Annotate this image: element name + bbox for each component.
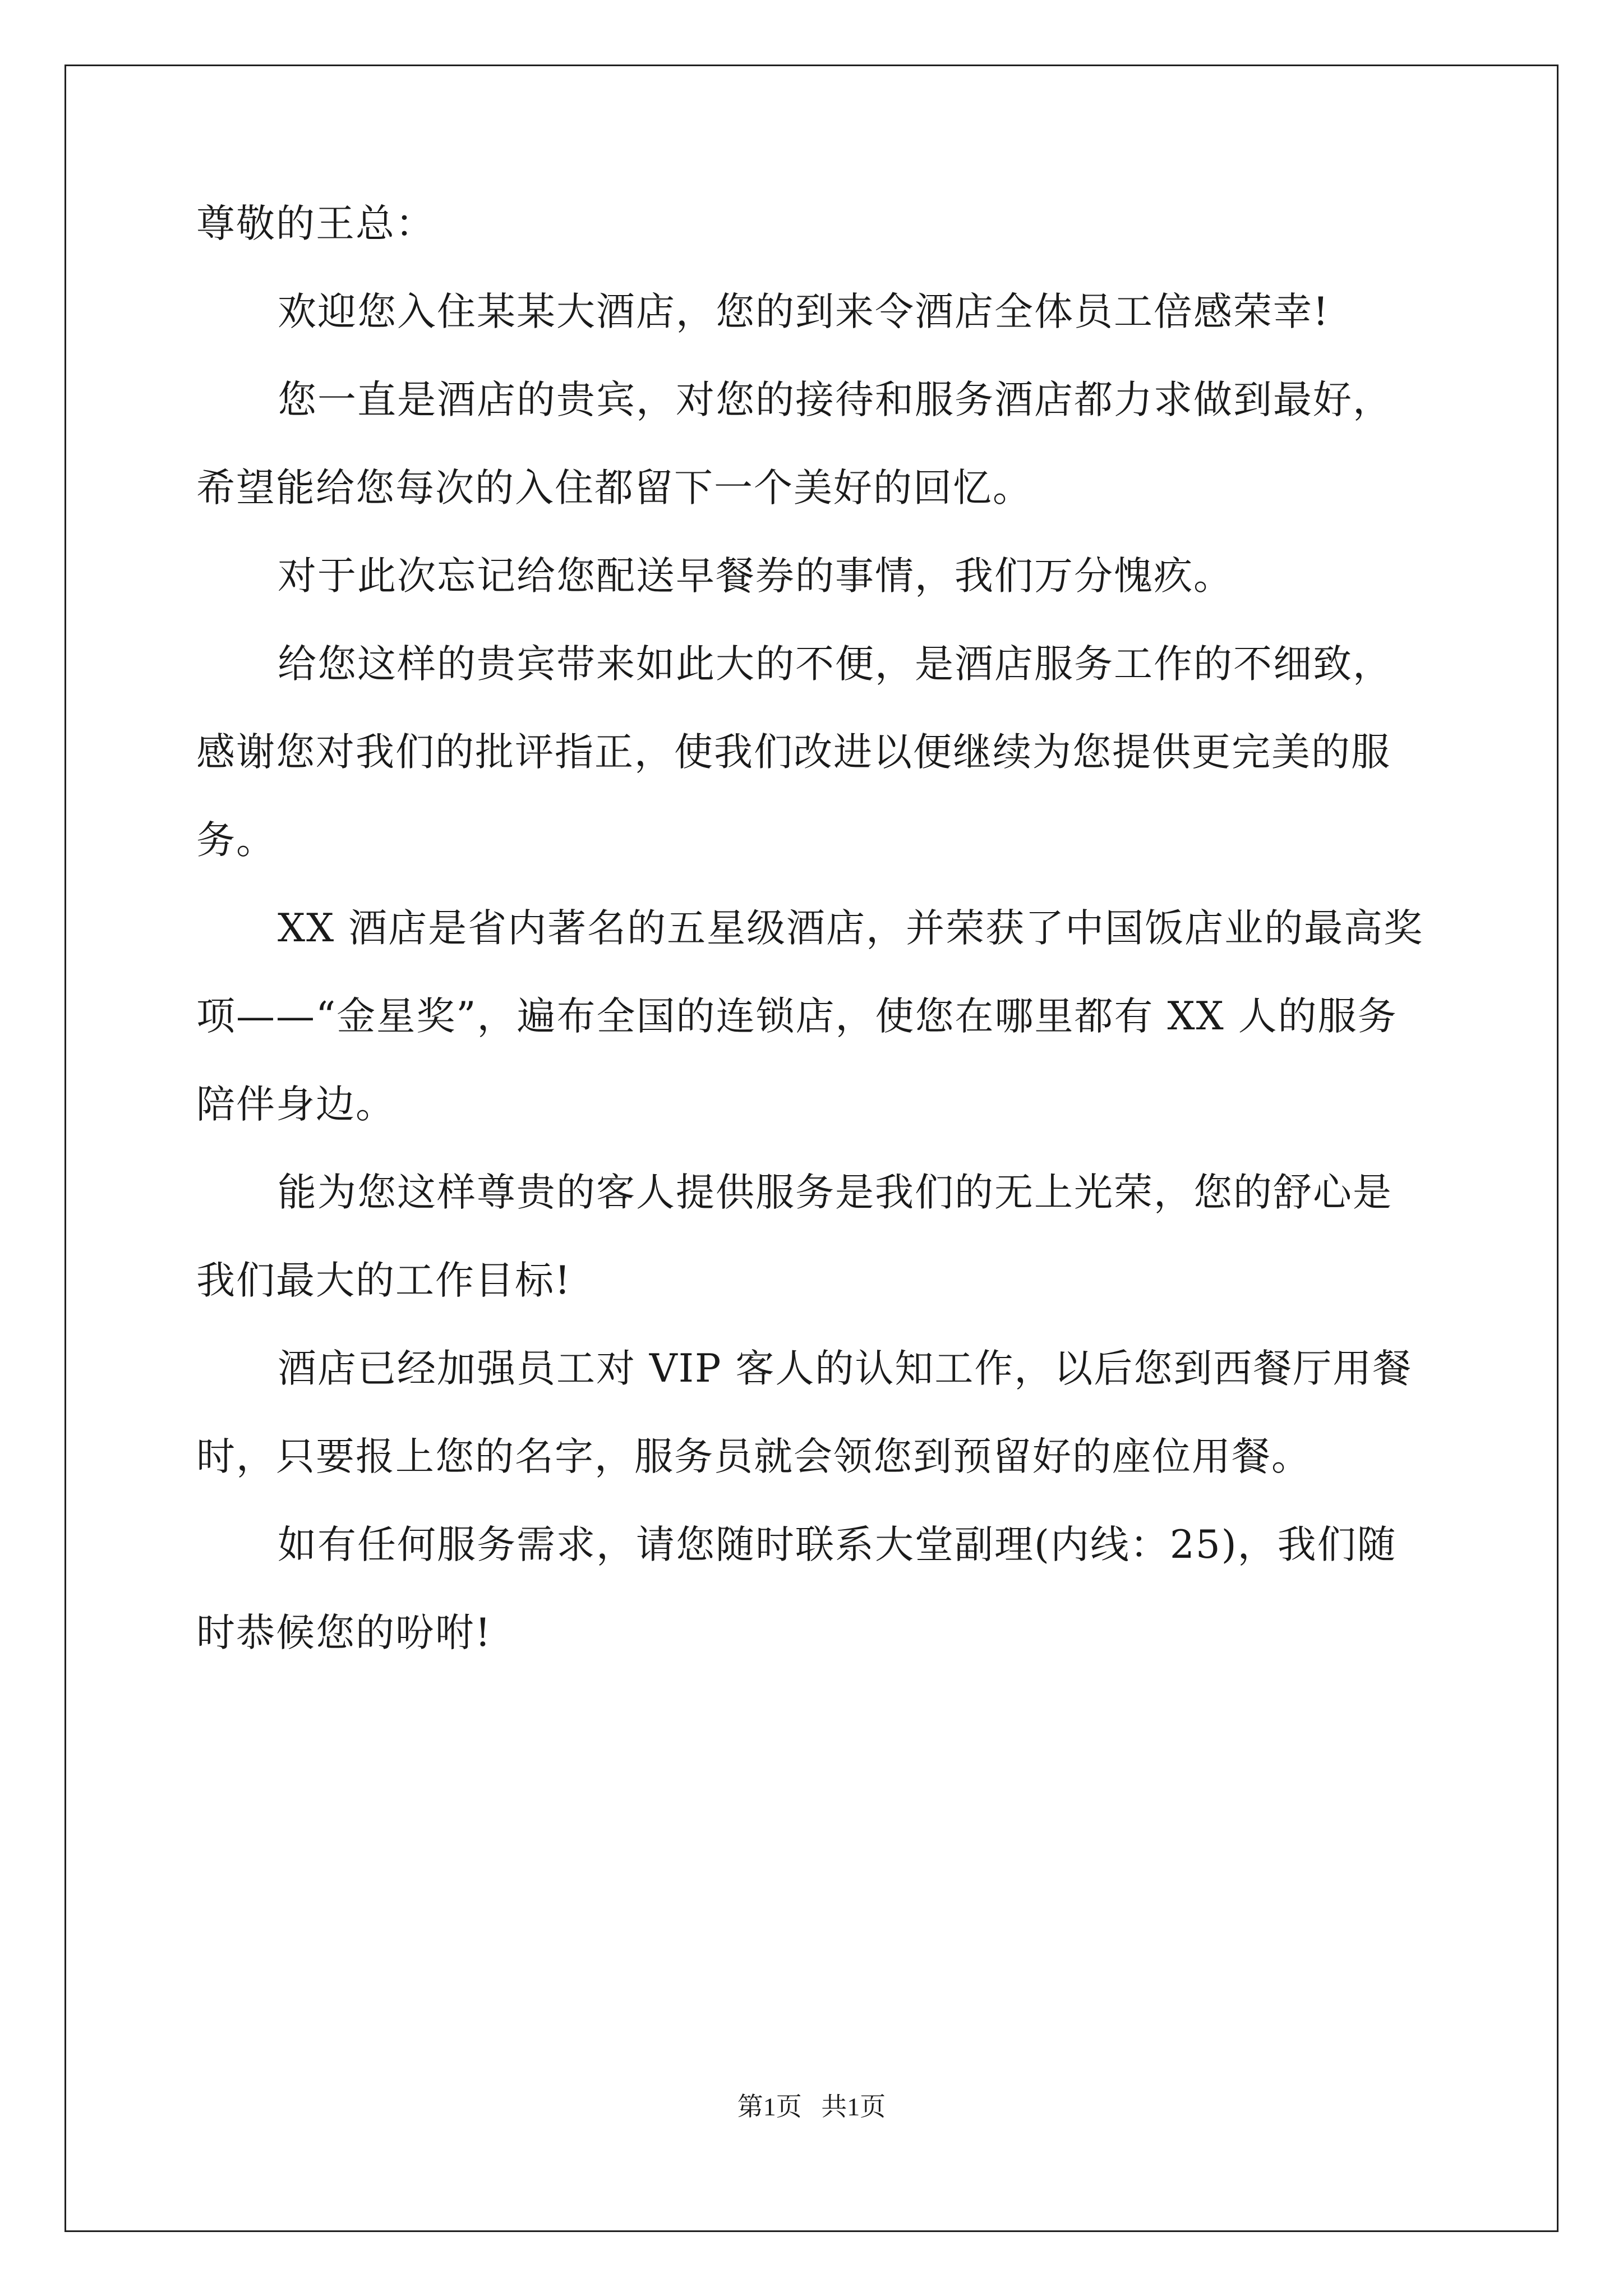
paragraph-line: 如有任何服务需求，请您随时联系大堂副理(内线：25)，我们随 [278,1522,1397,1567]
paragraph-line: 能为您这样尊贵的客人提供服务是我们的无上光荣，您的舒心是 [278,1170,1393,1215]
paragraph-line: 给您这样的贵宾带来如此大的不便，是酒店服务工作的不细致， [278,642,1393,687]
paragraph-line: 时恭候您的吩咐! [196,1611,492,1655]
paragraph-line: XX 酒店是省内著名的五星级酒店，并荣获了中国饭店业的最高奖 [278,906,1424,951]
paragraph-line: 您一直是酒店的贵宾，对您的接待和服务酒店都力求做到最好， [278,378,1393,422]
paragraph-line: 感谢您对我们的批评指正，使我们改进以便继续为您提供更完美的服 [196,730,1391,775]
paragraph-line: 酒店已经加强员工对 VIP 客人的认知工作，以后您到西餐厅用餐 [278,1346,1413,1391]
salutation: 尊敬的王总： [196,201,435,246]
paragraph-line: 希望能给您每次的入住都留下一个美好的回忆。 [196,466,1032,510]
paragraph-line: 陪伴身边。 [196,1082,395,1127]
paragraph-line: 务。 [196,818,276,863]
paragraph-line: 欢迎您入住某某大酒店，您的到来令酒店全体员工倍感荣幸! [278,289,1330,334]
paragraph-line: 项——“金星奖”，遍布全国的连锁店，使您在哪里都有 XX 人的服务 [196,994,1398,1039]
paragraph-line: 对于此次忘记给您配送早餐券的事情，我们万分愧疚。 [278,554,1233,599]
paragraph-line: 时，只要报上您的名字，服务员就会领您到预留好的座位用餐。 [196,1434,1311,1479]
page-number-footer: 第1页 共1页 [737,2092,886,2121]
paragraph-line: 我们最大的工作目标! [196,1258,571,1303]
